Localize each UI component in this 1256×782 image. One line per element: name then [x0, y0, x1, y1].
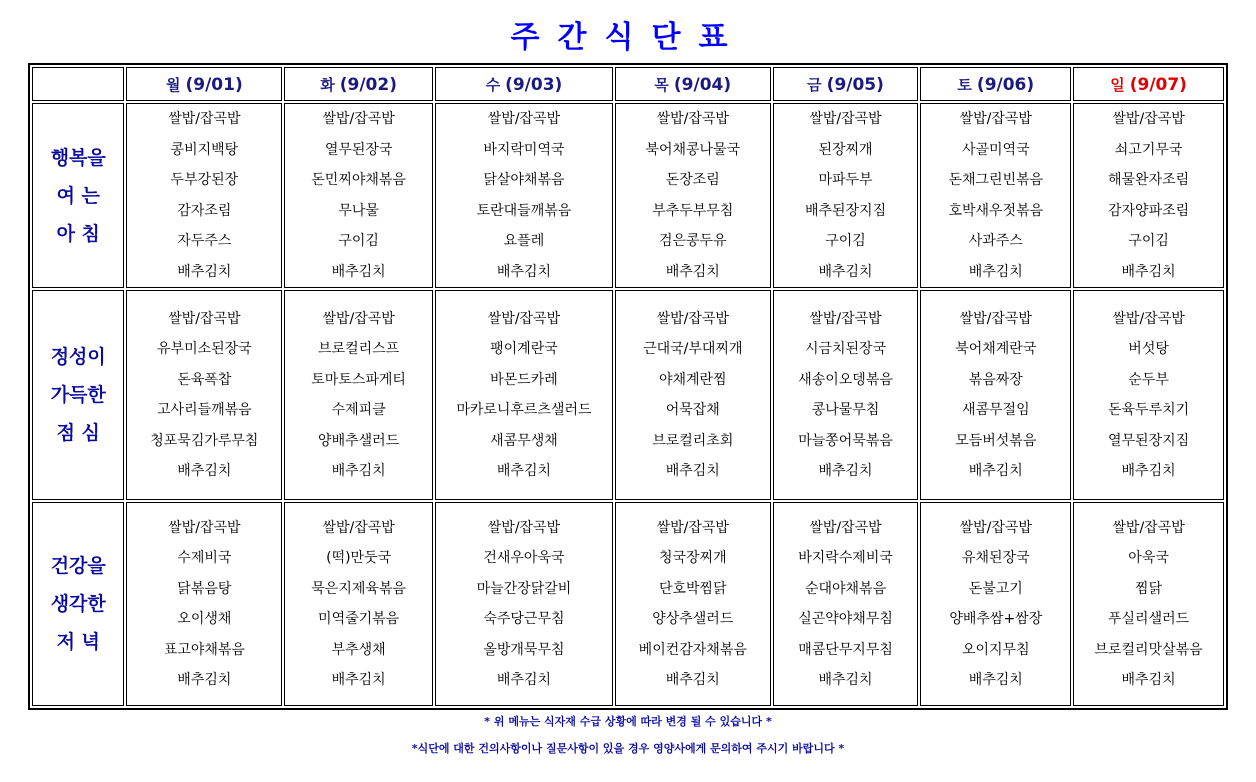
dish-item: 마늘간장닭갈비 — [476, 580, 572, 597]
dish-item: 부추두부무침 — [652, 202, 734, 219]
dish-item: 쌀밥/잡곡밥 — [809, 310, 882, 327]
dish-item: 토마토스파게티 — [311, 371, 406, 388]
breakfast-day-3-cell — [435, 103, 613, 288]
dish-item: 팽이계란국 — [490, 341, 558, 357]
dish-item: 양배추쌈+쌈장 — [949, 611, 1043, 627]
dish-item: 새콤무절임 — [961, 402, 1030, 418]
meal-label-line: 건강을 — [50, 555, 106, 577]
day-date: (9/01) — [185, 74, 243, 95]
lunch-day-5-cell — [773, 290, 919, 500]
dish-item: 해물완자조림 — [1108, 172, 1190, 188]
dish-item: 찜닭 — [1135, 580, 1163, 597]
dish-item: 매콤단무지무침 — [798, 641, 893, 658]
lunch-row — [32, 290, 1224, 500]
dish-item: 야채계란찜 — [658, 371, 727, 388]
dish-item: 쌀밥/잡곡밥 — [809, 111, 882, 127]
dish-item: 바지락수제비국 — [798, 550, 893, 566]
dish-item: 쌀밥/잡곡밥 — [959, 310, 1032, 327]
dish-item: 배추김치 — [968, 263, 1023, 280]
weekly-menu-table — [28, 63, 1228, 710]
day-icon: 일 — [1110, 75, 1125, 94]
dish-item: 배추김치 — [665, 672, 720, 688]
dish-item: 배추김치 — [665, 263, 720, 280]
day-date: (9/07) — [1129, 74, 1187, 95]
dish-item: 마파두부 — [818, 172, 873, 188]
day-header-row — [32, 67, 1224, 101]
dish-item: 오이생채 — [177, 611, 232, 627]
dish-item: 구이김 — [1128, 233, 1169, 249]
dish-item: 시금치된장국 — [804, 341, 887, 357]
dinner-day-3-cell — [435, 502, 613, 706]
day-date: (9/04) — [673, 74, 732, 95]
meal-label-line: 생각한 — [50, 593, 106, 615]
dish-item: 토란대들깨볶음 — [476, 202, 572, 219]
dinner-day-1-cell — [126, 502, 282, 706]
dish-item: 고사리들깨볶음 — [157, 402, 252, 418]
dish-item: 새송이오뎅볶음 — [798, 371, 893, 388]
dish-item: 쌀밥/잡곡밥 — [168, 519, 241, 536]
day-icon: 화 — [320, 75, 335, 94]
breakfast-day-2-cell — [284, 103, 433, 288]
lunch-day-2-cell — [284, 290, 433, 500]
breakfast-day-6-cell — [920, 103, 1071, 288]
dish-item: 부추생채 — [331, 641, 386, 658]
dinner-day-4-cell — [615, 502, 771, 706]
dish-item: 브로컬리스프 — [318, 341, 400, 357]
dish-item: 청국장찌개 — [658, 550, 727, 566]
dish-item: 푸실리샐러드 — [1108, 611, 1190, 627]
dish-item: 배추김치 — [818, 263, 873, 280]
day-date: (9/05) — [826, 74, 884, 95]
dish-item: 청포묵김가루무침 — [150, 432, 259, 449]
dish-item: 쌀밥/잡곡밥 — [487, 519, 561, 536]
meal-label-line: 저 녁 — [56, 631, 100, 653]
dish-item: 무나물 — [338, 202, 379, 219]
dish-item: 수제비국 — [177, 550, 232, 566]
dish-item: 버섯탕 — [1128, 341, 1169, 357]
corner-cell — [32, 67, 124, 101]
dish-item: 돈민찌야채볶음 — [311, 172, 406, 188]
dish-item: 쌀밥/잡곡밥 — [656, 519, 729, 536]
dish-item: 건새우아욱국 — [483, 550, 565, 566]
meal-label-line: 가득한 — [50, 384, 106, 406]
breakfast-day-7-cell — [1073, 103, 1224, 288]
dish-item: 두부강된장 — [170, 172, 239, 188]
dish-item: 사골미역국 — [961, 141, 1030, 158]
dish-item: 닭살야채볶음 — [483, 172, 565, 188]
dish-item: 어묵잡채 — [665, 402, 720, 418]
dish-item: 배추김치 — [818, 463, 873, 479]
dinner-day-7-cell — [1073, 502, 1224, 706]
dish-item: 검은콩두유 — [658, 233, 727, 249]
meal-label-line: 여 는 — [56, 184, 100, 207]
dish-item: 요플레 — [503, 233, 545, 249]
lunch-day-7-cell — [1073, 290, 1224, 500]
dish-item: 오이지무침 — [961, 641, 1030, 658]
notice-contact: *식단에 대한 건의사항이나 질문사항이 있을 경우 영양사에게 문의하여 주시기 바랍니다 * — [411, 742, 845, 755]
meal-label-line: 행복을 — [50, 146, 106, 169]
dish-item: 쇠고기무국 — [1114, 141, 1183, 158]
day-icon: 목 — [654, 75, 669, 94]
day-date: (9/03) — [505, 74, 563, 95]
dish-item: 쌀밥/잡곡밥 — [959, 519, 1032, 536]
breakfast-row — [32, 103, 1224, 288]
day-icon: 토 — [957, 75, 972, 94]
dinner-day-2-cell — [284, 502, 433, 706]
dish-item: 자두주스 — [177, 233, 232, 249]
dish-item: 모듬버섯볶음 — [955, 432, 1037, 449]
dish-item: 쌀밥/잡곡밥 — [487, 111, 561, 127]
dish-item: 배추김치 — [1121, 672, 1176, 688]
dish-item: 쌀밥/잡곡밥 — [656, 111, 729, 127]
day-header-3 — [435, 67, 613, 101]
dish-item: 배추김치 — [177, 672, 232, 688]
lunch-day-3-cell — [435, 290, 613, 500]
dish-item: 배추김치 — [665, 463, 720, 479]
dish-item: 바지락미역국 — [483, 141, 565, 158]
dinner-day-6-cell — [920, 502, 1071, 706]
meal-label-line: 정성이 — [50, 346, 106, 368]
dish-item: 브로컬리초회 — [652, 432, 734, 449]
dish-item: 호박새우젓볶음 — [948, 202, 1044, 219]
dish-item: 마늘쫑어묵볶음 — [798, 432, 893, 449]
day-date: (9/06) — [976, 74, 1035, 95]
dish-item: 유채된장국 — [961, 550, 1030, 566]
dish-item: 배추김치 — [331, 672, 386, 688]
dish-item: 북어채계란국 — [955, 341, 1037, 357]
dish-item: 쌀밥/잡곡밥 — [322, 519, 395, 536]
dish-item: 배추김치 — [1121, 263, 1176, 280]
dish-item: 쌀밥/잡곡밥 — [487, 310, 561, 327]
breakfast-day-1-cell — [126, 103, 282, 288]
day-icon: 수 — [485, 75, 501, 94]
day-icon: 금 — [807, 75, 822, 94]
day-header-5 — [773, 67, 919, 101]
lunch-day-4-cell — [615, 290, 771, 500]
meal-label-line: 아 침 — [56, 222, 100, 245]
dish-item: 배추김치 — [1121, 463, 1176, 479]
dish-item: 쌀밥/잡곡밥 — [809, 519, 882, 536]
dish-item: 양배추샐러드 — [318, 432, 400, 449]
lunch-day-1-cell — [126, 290, 282, 500]
lunch-label — [32, 290, 124, 500]
dish-item: 새콤무생채 — [490, 432, 558, 449]
dish-item: 아욱국 — [1128, 550, 1169, 566]
dish-item: 배추김치 — [818, 672, 873, 688]
dish-item: 열무된장국 — [324, 141, 393, 158]
dish-item: 유부미소된장국 — [157, 341, 252, 357]
day-header-6 — [920, 67, 1071, 101]
page-title: 주간식단표 — [510, 20, 746, 55]
dish-item: 닭볶음탕 — [177, 580, 232, 597]
dish-item: 열무된장지짐 — [1108, 432, 1190, 449]
dish-item: 미역줄기볶음 — [318, 611, 400, 627]
dish-item: 쌀밥/잡곡밥 — [168, 111, 241, 127]
dish-item: 순대야채볶음 — [804, 580, 887, 597]
breakfast-label — [32, 103, 124, 288]
dish-item: 순두부 — [1128, 371, 1169, 388]
dish-item: 콩비지백탕 — [170, 141, 239, 158]
dish-item: 배추김치 — [177, 263, 232, 280]
dish-item: 마카로니후르츠샐러드 — [456, 402, 592, 418]
dish-item: 쌀밥/잡곡밥 — [656, 310, 729, 327]
dish-item: 근대국/부대찌개 — [643, 341, 743, 357]
dish-item: 쌀밥/잡곡밥 — [959, 111, 1032, 127]
dish-item: 배추김치 — [496, 463, 551, 479]
dish-item: 배추김치 — [496, 263, 551, 280]
dish-item: 실곤약야채무침 — [798, 611, 893, 627]
dinner-day-5-cell — [773, 502, 919, 706]
lunch-day-6-cell — [920, 290, 1071, 500]
day-date: (9/02) — [339, 74, 397, 95]
dish-item: 돈육두루치기 — [1108, 402, 1190, 418]
dish-item: 돈채그린빈볶음 — [948, 172, 1044, 188]
dish-item: 구이김 — [338, 233, 379, 249]
dish-item: 볶음짜장 — [968, 371, 1023, 388]
dish-item: 수제피클 — [331, 402, 386, 418]
dish-item: 베이컨감자채볶음 — [638, 641, 747, 658]
dish-item: 배추된장지짐 — [804, 202, 887, 219]
day-header-7 — [1073, 67, 1224, 101]
breakfast-day-4-cell — [615, 103, 771, 288]
dish-item: 쌀밥/잡곡밥 — [322, 310, 395, 327]
dish-item: 쌀밥/잡곡밥 — [168, 310, 241, 327]
dish-item: 쌀밥/잡곡밥 — [1112, 519, 1185, 536]
dish-item: 배추김치 — [331, 463, 386, 479]
dish-item: 쌀밥/잡곡밥 — [1112, 111, 1185, 127]
day-header-4 — [615, 67, 771, 101]
dish-item: 쌀밥/잡곡밥 — [1112, 310, 1185, 327]
meal-label-line: 점 심 — [56, 422, 100, 444]
dish-item: 콩나물무침 — [811, 402, 880, 418]
dinner-label — [32, 502, 124, 706]
day-header-1 — [126, 67, 282, 101]
dish-item: 올방개묵무침 — [483, 641, 565, 658]
dish-item: 북어채콩나물국 — [645, 141, 741, 158]
dish-item: 바몬드카레 — [490, 371, 558, 388]
day-icon: 월 — [165, 75, 181, 94]
dish-item: 배추김치 — [177, 463, 232, 479]
day-header-2 — [284, 67, 433, 101]
dish-item: 단호박찜닭 — [658, 580, 727, 597]
dish-item: 배추김치 — [968, 672, 1023, 688]
dish-item: 쌀밥/잡곡밥 — [322, 111, 395, 127]
dinner-row — [32, 502, 1224, 706]
dish-item: 구이김 — [825, 233, 866, 249]
dish-item: 배추김치 — [968, 463, 1023, 479]
dish-item: 돈불고기 — [968, 580, 1023, 597]
dish-item: 배추김치 — [331, 263, 386, 280]
notice-change: * 위 메뉴는 식자재 수급 상황에 따라 변경 될 수 있습니다 * — [484, 715, 772, 728]
dish-item: 숙주당근무침 — [483, 611, 565, 627]
dish-item: 감자양파조림 — [1108, 202, 1190, 219]
dish-item: 된장찌개 — [818, 141, 873, 158]
dish-item: 브로컬리맛살볶음 — [1094, 641, 1203, 658]
dish-item: 사과주스 — [968, 233, 1023, 249]
dish-item: 감자조림 — [177, 202, 232, 219]
dish-item: 묵은지제육볶음 — [311, 580, 406, 597]
dish-item: 배추김치 — [496, 672, 551, 688]
dish-item: 양상추샐러드 — [652, 611, 734, 627]
dish-item: 표고야채볶음 — [163, 641, 245, 658]
breakfast-day-5-cell — [773, 103, 919, 288]
dish-item: 돈장조림 — [665, 172, 720, 188]
dish-item: 돈육폭찹 — [177, 371, 232, 388]
dish-item: (떡)만둣국 — [326, 550, 392, 566]
